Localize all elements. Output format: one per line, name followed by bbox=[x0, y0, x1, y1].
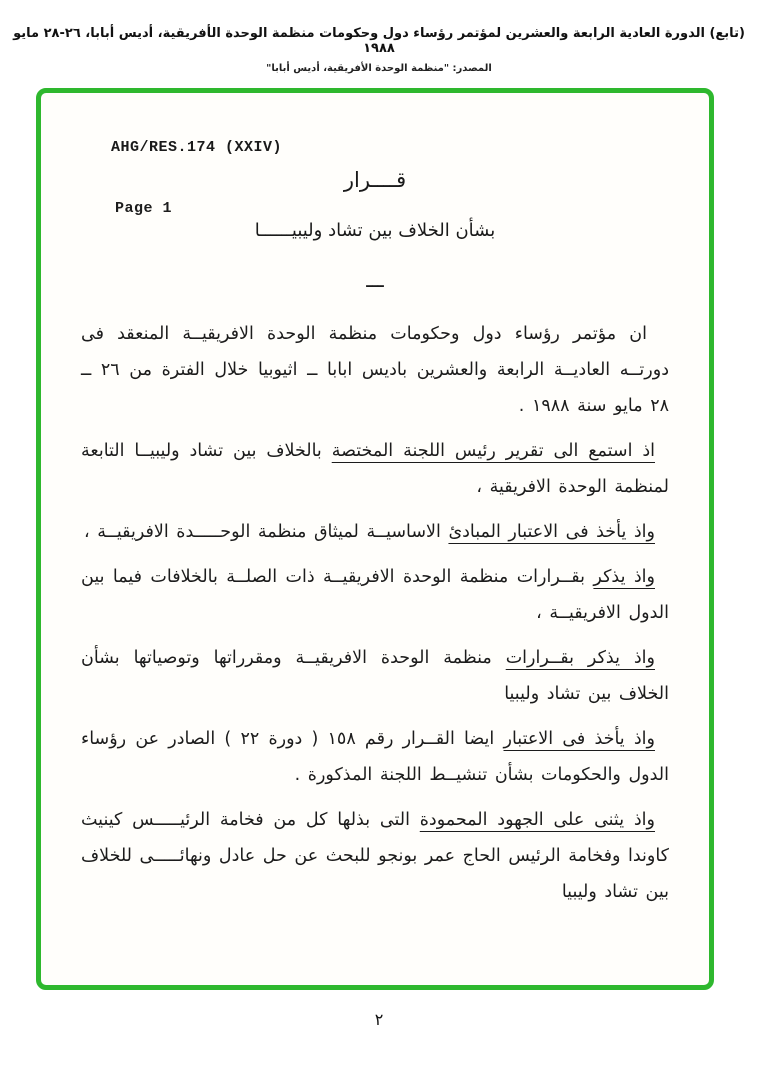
document-subject: بشأن الخلاف بين تشاد وليبيــــــا bbox=[254, 220, 496, 241]
paragraph-text: التى بذلها كل من فخامة الرئيـــــس كينيث كاوندا وفخامة الرئيس الحاج عمر بونجو للبحث عن حل عادل ونهائـــــى للخلاف بين تشاد وليبيا bbox=[80, 810, 669, 902]
document-title: قــــرار bbox=[343, 168, 407, 192]
paragraph-lead: واذ يأخذ فى الاعتبار bbox=[503, 729, 655, 749]
paragraph bbox=[81, 433, 669, 505]
paragraph-text: ايضا القــرار رقم ١٥٨ ( دورة ٢٢ ) الصادر عن رؤساء الدول والحكومات بشأن تنشيــط اللجنة المذكورة . bbox=[81, 729, 669, 785]
paragraph-lead: اذ استمع الى تقرير رئيس اللجنة المختصة bbox=[331, 441, 655, 461]
paragraph-text: بقــرارات منظمة الوحدة الافريقيــة ذات الصلــة بالخلافات فيما بين الدول الافريقيــة ، bbox=[81, 567, 669, 623]
document-body bbox=[81, 316, 669, 910]
paragraph-lead: واذ يذكر bbox=[593, 567, 655, 587]
paragraph-lead: واذ يأخذ فى الاعتبار المبادئ bbox=[448, 522, 655, 542]
footer-page-number: ٢ bbox=[374, 1010, 384, 1029]
paragraph-text: ان مؤتمر رؤساء دول وحكومات منظمة الوحدة الافريقيــة المنعقد فى دورتــه العاديــة الرابعة والعشرين باديس ابابا ــ اثيوبيا خلال الفترة من ٢٦ ــ ٢٨ مايو سنة ١٩٨٨ . bbox=[81, 324, 669, 416]
paragraph-text: بالخلاف بين تشاد وليبيــا التابعة لمنظمة الوحدة الافريقية ، bbox=[81, 441, 669, 497]
document-frame bbox=[36, 88, 714, 990]
header-session-line: (تابع) الدورة العادية الرابعة والعشرين لمؤتمر رؤساء دول وحكومات منظمة الوحدة الأفريقية، أديس أبابا، ٢٦-٢٨ مايو ١٩٨٨ bbox=[13, 26, 745, 56]
page-header bbox=[0, 0, 758, 74]
paragraph bbox=[81, 559, 669, 631]
subject-row bbox=[81, 198, 669, 250]
paragraph-lead: واذ يذكر بقــرارات bbox=[505, 648, 655, 668]
paragraph-text: منظمة الوحدة الافريقيــة ومقرراتها وتوصياتها بشأن الخلاف بين تشاد وليبيا bbox=[81, 648, 669, 704]
page-label: Page 1 bbox=[115, 200, 173, 217]
section-divider: ـــ bbox=[366, 268, 384, 292]
paragraph bbox=[81, 640, 669, 712]
header-source-line: المصدر: "منظمة الوحدة الأفريقية، أديس أبابا" bbox=[266, 63, 492, 74]
paragraph-lead: واذ يثنى على الجهود المحمودة bbox=[419, 810, 655, 830]
document-reference: AHG/RES.174 (XXIV) bbox=[111, 139, 283, 156]
paragraph bbox=[81, 721, 669, 793]
paragraph bbox=[81, 316, 669, 424]
paragraph bbox=[81, 514, 669, 550]
paragraph-text: الاساسيــة لميثاق منظمة الوحـــــدة الافريقيــة ، bbox=[84, 522, 441, 542]
paragraph bbox=[81, 802, 669, 910]
